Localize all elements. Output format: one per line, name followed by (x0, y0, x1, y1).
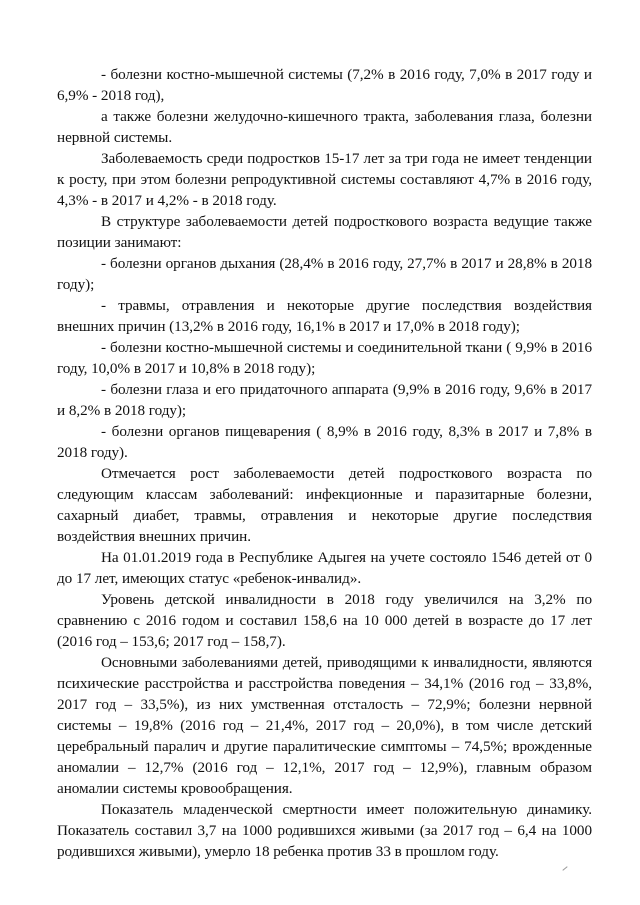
paragraph-disability-level: Уровень детской инвалидности в 2018 году увеличился на 3,2% по сравнению с 2016 годом и составил 158,6 на 10 000 детей в возрасте до 17 лет (2016 год – 153,6; 2017 год – 158,7). (57, 591, 592, 650)
paragraph-connective-tissue: - болезни костно-мышечной системы и соединительной ткани ( 9,9% в 2016 году, 10,0% в 2017 и 10,8% в 2018 году); (57, 339, 592, 377)
paragraph-teen-morbidity: Заболеваемость среди подростков 15-17 лет за три года не имеет тенденции к росту, при этом болезни репродуктивной системы составляют 4,7% в 2016 году, 4,3% - в 2017 и 4,2% - в 2018 году. (57, 150, 592, 209)
paragraph-disabled-count: На 01.01.2019 года в Республике Адыгея на учете состояло 1546 детей от 0 до 17 лет, имеющих статус «ребенок-инвалид». (57, 549, 592, 587)
paragraph-digestive: - болезни органов пищеварения ( 8,9% в 2016 году, 8,3% в 2017 и 7,8% в 2018 году). (57, 423, 592, 461)
paragraph-injuries: - травмы, отравления и некоторые другие последствия воздействия внешних причин (13,2% в 2016 году, 16,1% в 2017 и 17,0% в 2018 году); (57, 297, 592, 335)
paragraph-eye: - болезни глаза и его придаточного аппарата (9,9% в 2016 году, 9,6% в 2017 и 8,2% в 2018 году); (57, 381, 592, 419)
paragraph-growth: Отмечается рост заболеваемости детей подросткового возраста по следующим классам заболеваний: инфекционные и паразитарные болезни, сахарный диабет, травмы, отравления и некоторые другие последствия воздействия внешних причин. (57, 465, 592, 545)
paragraph-other-diseases: а также болезни желудочно-кишечного тракта, заболевания глаза, болезни нервной системы. (57, 108, 592, 146)
paragraph-musculoskeletal: - болезни костно-мышечной системы (7,2% в 2016 году, 7,0% в 2017 году и 6,9% - 2018 год), (57, 66, 592, 104)
pen-mark (562, 866, 567, 871)
paragraph-infant-mortality: Показатель младенческой смертности имеет положительную динамику. Показатель составил 3,7 на 1000 родившихся живыми (за 2017 год – 6,4 на 1000 родившихся живыми), умерло 18 ребенка против 33 в прошлом году. (57, 801, 592, 860)
paragraph-structure-intro: В структуре заболеваемости детей подросткового возраста ведущие также позиции занимают: (57, 213, 592, 251)
paragraph-respiratory: - болезни органов дыхания (28,4% в 2016 году, 27,7% в 2017 и 28,8% в 2018 году); (57, 255, 592, 293)
paragraph-disability-causes: Основными заболеваниями детей, приводящими к инвалидности, являются психические расстройства и расстройства поведения – 34,1% (2016 год – 33,8%, 2017 год – 33,5%), из них умственная отсталость – 72,9%; болезни нервной системы – 19,8% (2016 год – 21,4%, 2017 год – 20,0%), в том числе детский церебральный паралич и другие паралитические симптомы – 74,5%; врожденные аномалии – 12,7% (2016 год – 12,1%, 2017 год – 12,9%), главным образом аномалии системы кровообращения. (57, 654, 592, 797)
